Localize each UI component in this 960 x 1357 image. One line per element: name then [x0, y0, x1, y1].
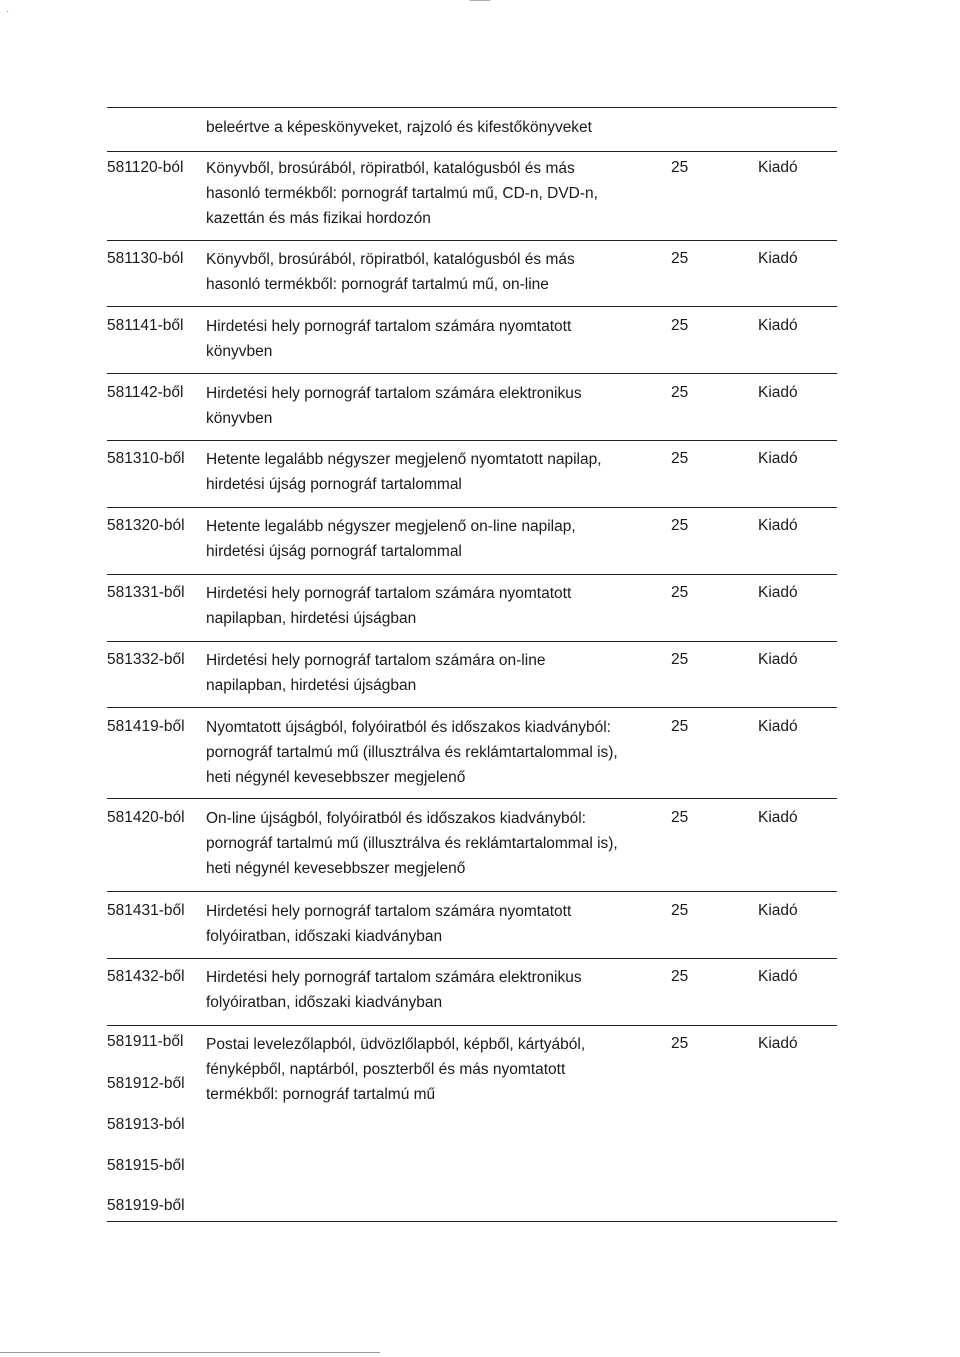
rate-cell: 25 — [671, 159, 689, 176]
code-cell: 581320-ból — [107, 517, 185, 534]
rate-cell: 25 — [671, 317, 689, 334]
description-line: könyvben — [206, 343, 273, 360]
scope-cell: Kiadó — [758, 809, 798, 826]
description-line: hasonló termékből: pornográf tartalmú mű, on-line — [206, 276, 549, 293]
description-cell — [206, 648, 666, 698]
code-cell: 581120-ból — [107, 159, 184, 176]
code-cell: 581310-ből — [107, 450, 185, 467]
row-divider — [107, 891, 837, 892]
row-divider — [107, 373, 837, 374]
description-line: Könyvből, brosúrából, röpiratból, katalógusból és más — [206, 251, 575, 268]
rate-cell: 25 — [671, 1035, 689, 1052]
continuation-text: beleértve a képeskönyveket, rajzoló és kifestőkönyveket — [206, 119, 592, 136]
rate-cell: 25 — [671, 902, 689, 919]
scope-cell: Kiadó — [758, 1035, 798, 1052]
description-line: Hirdetési hely pornográf tartalom számára nyomtatott — [206, 585, 572, 602]
scope-cell: Kiadó — [758, 317, 798, 334]
rate-cell: 25 — [671, 809, 689, 826]
code-item: 581913-ból — [107, 1116, 185, 1133]
scan-speck: ‾‾‾‾‾‾ — [470, 0, 490, 11]
scope-cell: Kiadó — [758, 450, 798, 467]
description-line: Könyvből, brosúrából, röpiratból, katalógusból és más — [206, 160, 575, 177]
description-line: Hetente legalább négyszer megjelenő on-line napilap, — [206, 518, 576, 535]
row-divider — [107, 240, 837, 241]
row-divider — [107, 798, 837, 799]
description-cell — [206, 715, 666, 790]
description-line: napilapban, hirdetési újságban — [206, 677, 417, 694]
description-line: Hetente legalább négyszer megjelenő nyomtatott napilap, — [206, 451, 602, 468]
description-cell — [206, 899, 666, 949]
description-line: Hirdetési hely pornográf tartalom számára nyomtatott — [206, 903, 572, 920]
row-divider — [107, 306, 837, 307]
row-divider — [107, 958, 837, 959]
description-cell — [206, 247, 666, 297]
description-line: Hirdetési hely pornográf tartalom számára on-line — [206, 652, 546, 669]
scope-cell: Kiadó — [758, 968, 798, 985]
code-cell: 581141-ből — [107, 317, 184, 334]
description-line: napilapban, hirdetési újságban — [206, 610, 417, 627]
rate-cell: 25 — [671, 250, 689, 267]
scope-cell: Kiadó — [758, 517, 798, 534]
scope-cell: Kiadó — [758, 718, 798, 735]
table-bottom-rule — [107, 1221, 837, 1222]
description-cell — [206, 381, 666, 431]
code-cell: 581431-ből — [107, 902, 185, 919]
description-line: hirdetési újság pornográf tartalommal — [206, 543, 462, 560]
rate-cell: 25 — [671, 384, 689, 401]
description-line: folyóiratban, időszaki kiadványban — [206, 994, 443, 1011]
description-line: Nyomtatott újságból, folyóiratból és időszakos kiadványból: — [206, 719, 611, 736]
scope-cell: Kiadó — [758, 159, 798, 176]
rate-cell: 25 — [671, 651, 689, 668]
code-item: 581911-ből — [107, 1033, 184, 1050]
code-cell: 581419-ből — [107, 718, 185, 735]
description-line: Postai levelezőlapból, üdvözlőlapból, képből, kártyából, — [206, 1036, 586, 1053]
description-line: On-line újságból, folyóiratból és időszakos kiadványból: — [206, 810, 586, 827]
description-line: kazettán és más fizikai hordozón — [206, 210, 431, 227]
row-divider — [107, 440, 837, 441]
code-cell: 581432-ből — [107, 968, 185, 985]
scope-cell: Kiadó — [758, 250, 798, 267]
description-line: hasonló termékből: pornográf tartalmú mű, CD-n, DVD-n, — [206, 185, 598, 202]
rate-cell: 25 — [671, 450, 689, 467]
description-line: pornográf tartalmú mű (illusztrálva és reklámtartalommal is), — [206, 744, 618, 761]
code-cell: 581331-ből — [107, 584, 185, 601]
rate-cell: 25 — [671, 718, 689, 735]
description-cell — [206, 1032, 666, 1107]
code-item: 581915-ből — [107, 1157, 185, 1174]
description-cell — [206, 156, 666, 231]
description-cell — [206, 314, 666, 364]
description-line: Hirdetési hely pornográf tartalom számára elektronikus — [206, 385, 582, 402]
code-item: 581912-ből — [107, 1075, 185, 1092]
description-line: hirdetési újság pornográf tartalommal — [206, 476, 462, 493]
code-cell: 581142-ből — [107, 384, 184, 401]
description-line: fényképből, naptárból, poszterből és más nyomtatott — [206, 1061, 566, 1078]
table-top-rule — [107, 107, 837, 108]
code-item: 581919-ből — [107, 1197, 185, 1214]
code-cell: 581420-ból — [107, 809, 185, 826]
description-cell — [206, 806, 666, 881]
row-divider — [107, 641, 837, 642]
description-line: Hirdetési hely pornográf tartalom számára nyomtatott — [206, 318, 572, 335]
code-cell: 581332-ből — [107, 651, 185, 668]
scope-cell: Kiadó — [758, 902, 798, 919]
description-line: folyóiratban, időszaki kiadványban — [206, 928, 443, 945]
scan-speck: · — [6, 6, 10, 17]
description-line: könyvben — [206, 410, 273, 427]
description-line: Hirdetési hely pornográf tartalom számára elektronikus — [206, 969, 582, 986]
row-divider — [107, 151, 837, 152]
scan-edge-line — [0, 1352, 380, 1353]
description-cell — [206, 965, 666, 1015]
description-cell — [206, 581, 666, 631]
description-line: heti négynél kevesebbszer megjelenő — [206, 860, 466, 877]
scope-cell: Kiadó — [758, 384, 798, 401]
row-divider — [107, 707, 837, 708]
rate-cell: 25 — [671, 517, 689, 534]
description-line: pornográf tartalmú mű (illusztrálva és reklámtartalommal is), — [206, 835, 618, 852]
row-divider — [107, 1025, 837, 1026]
code-cell: 581130-ból — [107, 250, 184, 267]
description-line: termékből: pornográf tartalmú mű — [206, 1086, 436, 1103]
rate-cell: 25 — [671, 968, 689, 985]
row-divider — [107, 507, 837, 508]
rate-cell: 25 — [671, 584, 689, 601]
description-cell — [206, 447, 666, 497]
description-line: heti négynél kevesebbszer megjelenő — [206, 769, 466, 786]
scope-cell: Kiadó — [758, 651, 798, 668]
description-cell — [206, 514, 666, 564]
scope-cell: Kiadó — [758, 584, 798, 601]
row-divider — [107, 574, 837, 575]
